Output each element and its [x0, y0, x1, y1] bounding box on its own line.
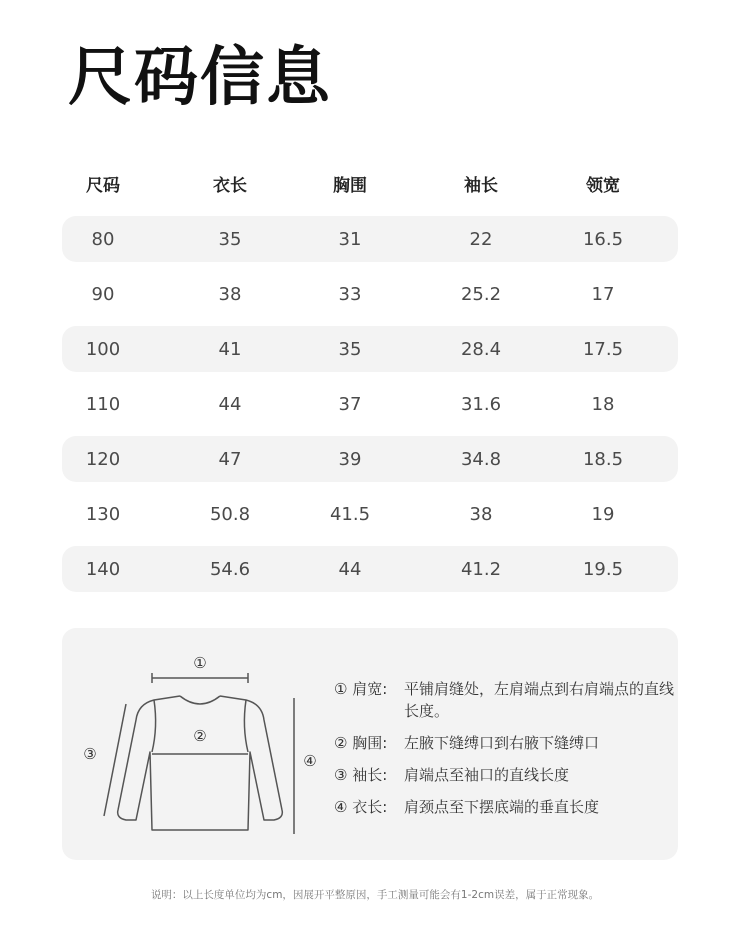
cell-size: 140: [85, 558, 121, 580]
header-chest: 胸围: [333, 175, 367, 196]
cell-length: 35: [218, 228, 242, 250]
size-table: [62, 160, 678, 601]
measurement-guide-panel: [62, 628, 678, 860]
header-size: 尺码: [86, 175, 120, 196]
table-row: [62, 491, 678, 537]
measurement-notes: [334, 678, 674, 828]
cell-collar: 18: [591, 393, 615, 415]
cell-length: 47: [218, 448, 242, 470]
header-length: 衣长: [213, 175, 247, 196]
marker-sleeve: ③: [83, 745, 97, 763]
cell-sleeve: 25.2: [460, 283, 502, 305]
cell-chest: 44: [338, 558, 362, 580]
note-text: 左腋下缝缚口到右腋下缝缚口: [404, 734, 600, 752]
page-title: 尺码信息: [68, 41, 332, 115]
sleeve-measure-line: [104, 704, 126, 816]
note-text: 平铺肩缝处，左肩端点到右肩端点的直线长度。: [404, 680, 675, 720]
table-header-row: [62, 160, 678, 206]
cell-chest: 41.5: [329, 503, 371, 525]
note-text: 肩端点至袖口的直线长度: [404, 766, 570, 784]
cell-chest: 39: [338, 448, 362, 470]
header-sleeve: 袖长: [464, 175, 498, 196]
sweater-measurement-diagram: [70, 642, 320, 847]
marker-length: ④: [303, 752, 317, 770]
cell-sleeve: 22: [469, 228, 493, 250]
cell-size: 90: [91, 283, 115, 305]
note-sleeve: [334, 764, 674, 786]
cell-collar: 16.5: [582, 228, 624, 250]
cell-collar: 19: [591, 503, 615, 525]
marker-shoulder: ①: [193, 654, 207, 672]
header-collar: 领宽: [586, 175, 620, 196]
table-row: [62, 271, 678, 317]
note-text: 肩颈点至下摆底端的垂直长度: [404, 798, 600, 816]
footer-disclaimer: 说明：以上长度单位均为cm，因展开平整原因，手工测量可能会有1-2cm误差，属于正常现象。: [150, 889, 600, 901]
cell-sleeve: 31.6: [460, 393, 502, 415]
table-row: [62, 381, 678, 427]
table-row: [62, 546, 678, 592]
cell-chest: 33: [338, 283, 362, 305]
note-shoulder: [334, 678, 674, 722]
cell-sleeve: 28.4: [460, 338, 502, 360]
cell-chest: 31: [338, 228, 362, 250]
cell-sleeve: 41.2: [460, 558, 502, 580]
cell-sleeve: 34.8: [460, 448, 502, 470]
cell-collar: 19.5: [582, 558, 624, 580]
cell-collar: 17.5: [582, 338, 624, 360]
cell-collar: 18.5: [582, 448, 624, 470]
cell-length: 41: [218, 338, 242, 360]
note-chest: [334, 732, 674, 754]
note-label: ① 肩宽:: [334, 680, 388, 698]
cell-length: 54.6: [209, 558, 251, 580]
cell-length: 38: [218, 283, 242, 305]
cell-length: 44: [218, 393, 242, 415]
cell-size: 130: [85, 503, 121, 525]
table-row: [62, 216, 678, 262]
cell-size: 80: [91, 228, 115, 250]
cell-length: 50.8: [209, 503, 251, 525]
cell-sleeve: 38: [469, 503, 493, 525]
cell-chest: 35: [338, 338, 362, 360]
cell-collar: 17: [591, 283, 615, 305]
note-label: ② 胸围:: [334, 734, 388, 752]
marker-chest: ②: [193, 727, 207, 745]
note-label: ③ 袖长:: [334, 766, 388, 784]
cell-size: 120: [85, 448, 121, 470]
sweater-outline-icon: [118, 696, 283, 830]
cell-chest: 37: [338, 393, 362, 415]
cell-size: 100: [85, 338, 121, 360]
note-label: ④ 衣长:: [334, 798, 388, 816]
table-row: [62, 436, 678, 482]
cell-size: 110: [85, 393, 121, 415]
table-row: [62, 326, 678, 372]
note-length: [334, 796, 674, 818]
